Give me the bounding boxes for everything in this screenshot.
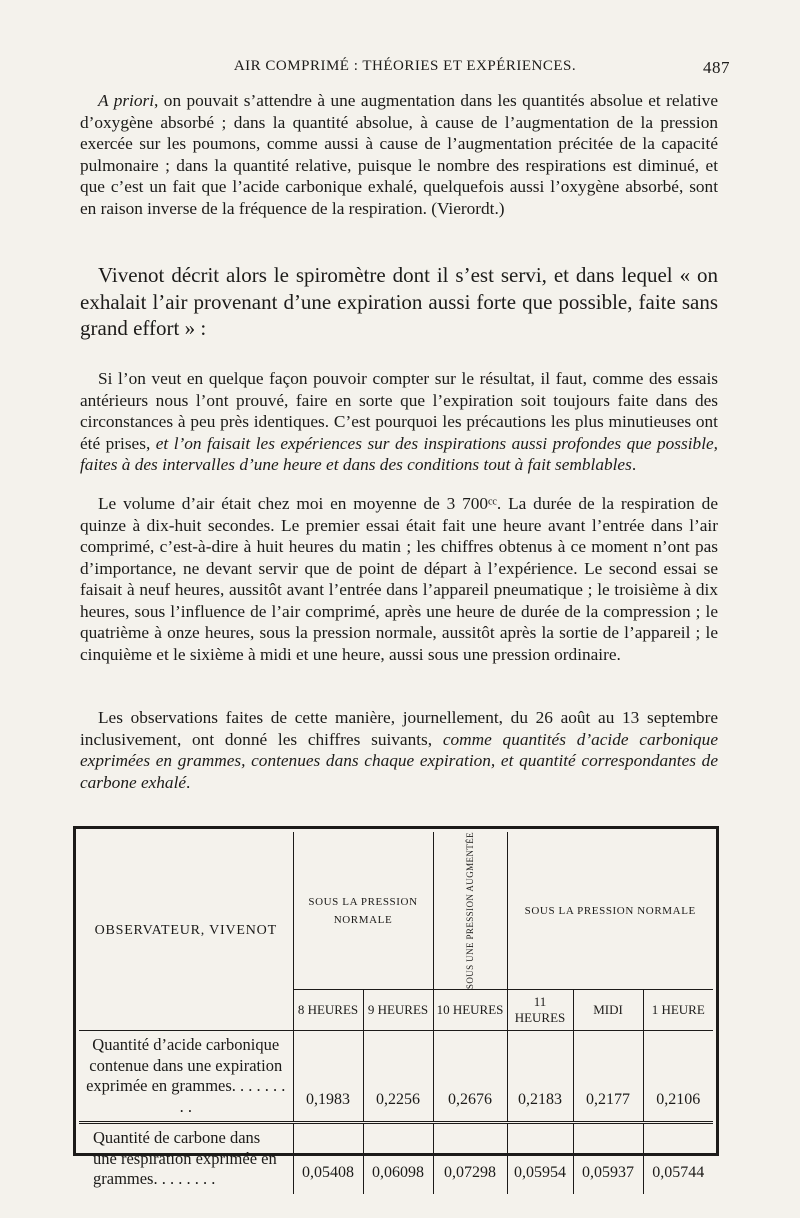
paragraph-vivenot-spirometre — [80, 262, 718, 342]
group-header-normal-2: SOUS LA PRESSION NORMALE — [507, 832, 713, 990]
table-cell: 0,2183 — [507, 1031, 573, 1123]
group-header-augmented-cell — [433, 832, 507, 990]
paragraph-text: Le volume d’air était chez moi en moyenne de 3 700ᶜᶜ. La durée de la respiration de quinze à dix-huit secondes. Le premier essai était fait une heure avant l’entrée dans l’air comprimé, c’est-à-dire à huit heures du matin ; les chiffres obtenus à ce moment n’ont pas d’importance, ne devant servir que de point de départ à l’expérience. Le second essai se faisait à neuf heures, aussitôt avant l’entrée dans l’appareil pneumatique ; le troisième à dix heures, sous l’influence de l’air comprimé, après une heure de durée de la compression ; le quatrième à onze heures, sous la pression normale, aussitôt après la sortie de l’appareil ; le cinquième et le sixième à midi et une heure, aussi sous une pression ordinaire. — [80, 494, 718, 664]
paragraph-quotation-3 — [80, 707, 718, 793]
table-cell: 0,2256 — [363, 1031, 433, 1123]
paragraph-text: Les observations faites de cette manière, journellement, du 26 août au 13 septembre inclusivement, ont donné les chiffres suivants, — [80, 708, 718, 749]
paragraph-text: , on pouvait s’attendre à une augmentation dans les quantités absolue et relative d’oxygène absorbé ; dans la quantité absolue, à cause de l’augmentation de la pression exercée sur les poumons, comme aussi à cause de l’augmentation précitée de la capacité pulmonaire ; dans la quantité relative, puisque le nombre des respirations est diminué, et que c’est un fait que l’acide carbonique exhalé, quelquefois aussi l’oxygène absorbé, sont en raison inverse de la fréquence de la respiration. (Vierordt.) — [80, 91, 718, 218]
paragraph-a-priori — [80, 90, 718, 219]
table-cell: 0,06098 — [363, 1123, 433, 1194]
row-label: Quantité d’acide carbonique contenue dans une expiration exprimée en grammes. . . . . . . . . — [79, 1031, 293, 1123]
table-row — [79, 1123, 713, 1194]
paragraph-end: . — [631, 455, 637, 474]
column-header: 10 HEURES — [433, 990, 507, 1031]
table-cell: 0,07298 — [433, 1123, 507, 1194]
column-header: 11 HEURES — [507, 990, 573, 1031]
column-header: 1 HEURE — [643, 990, 713, 1031]
row-label: Quantité de carbone dans une respiration exprimée en grammes. . . . . . . . — [93, 1128, 277, 1189]
table-cell: 0,05954 — [507, 1123, 573, 1194]
table-cell: 0,05937 — [573, 1123, 643, 1194]
table-cell: 0,2676 — [433, 1031, 507, 1123]
table-cell: 0,2177 — [573, 1031, 643, 1123]
column-header: 9 HEURES — [363, 990, 433, 1031]
italic-a-priori: A priori — [98, 91, 155, 110]
page-header — [80, 58, 730, 82]
paragraph-text: Vivenot décrit alors le spiromètre dont il s’est servi, et dans lequel « on exhalait l’air provenant d’une expiration aussi forte que possible, faite sans grand effort » : — [80, 263, 718, 340]
italic-passage: et l’on faisait les expériences sur des inspirations aussi profondes que possible, faites à des intervalles d’une heure et dans des conditions tout à fait semblables — [80, 433, 718, 474]
table-cell: 0,2106 — [643, 1031, 713, 1123]
group-header-augmented: SOUS UNE PRESSION AUGMENTÉE — [464, 832, 475, 990]
data-table — [79, 832, 713, 1194]
running-title: AIR COMPRIMÉ : THÉORIES ET EXPÉRIENCES. — [233, 58, 577, 74]
paragraph-quotation-2 — [80, 493, 718, 665]
group-header-normal-1: SOUS LA PRESSION NORMALE — [293, 832, 433, 990]
observer-header: OBSERVATEUR, VIVENOT — [79, 832, 293, 1031]
column-header: MIDI — [573, 990, 643, 1031]
table-cell: 0,1983 — [293, 1031, 363, 1123]
table-cell: 0,05744 — [643, 1123, 713, 1194]
italic-passage: comme quantités d’acide carbonique exprimées en grammes, contenues dans chaque expiration, et quantité correspondantes de carbone exhalé — [80, 729, 718, 792]
table-cell: 0,05408 — [293, 1123, 363, 1194]
table-row — [79, 1031, 713, 1123]
data-table-frame — [73, 826, 719, 1189]
paragraph-quotation-1 — [80, 368, 718, 476]
paragraph-text: Si l’on veut en quelque façon pouvoir compter sur le résultat, il faut, comme des essais antérieurs nous l’ont prouvé, faire en sorte que l’expiration soit toujours faite dans des circonstances à peu près identiques. C’est pourquoi les précautions les plus minutieuses ont été prises, — [80, 369, 718, 453]
paragraph-end: . — [186, 772, 191, 792]
page-number: 487 — [703, 58, 730, 77]
column-header: 8 HEURES — [293, 990, 363, 1031]
